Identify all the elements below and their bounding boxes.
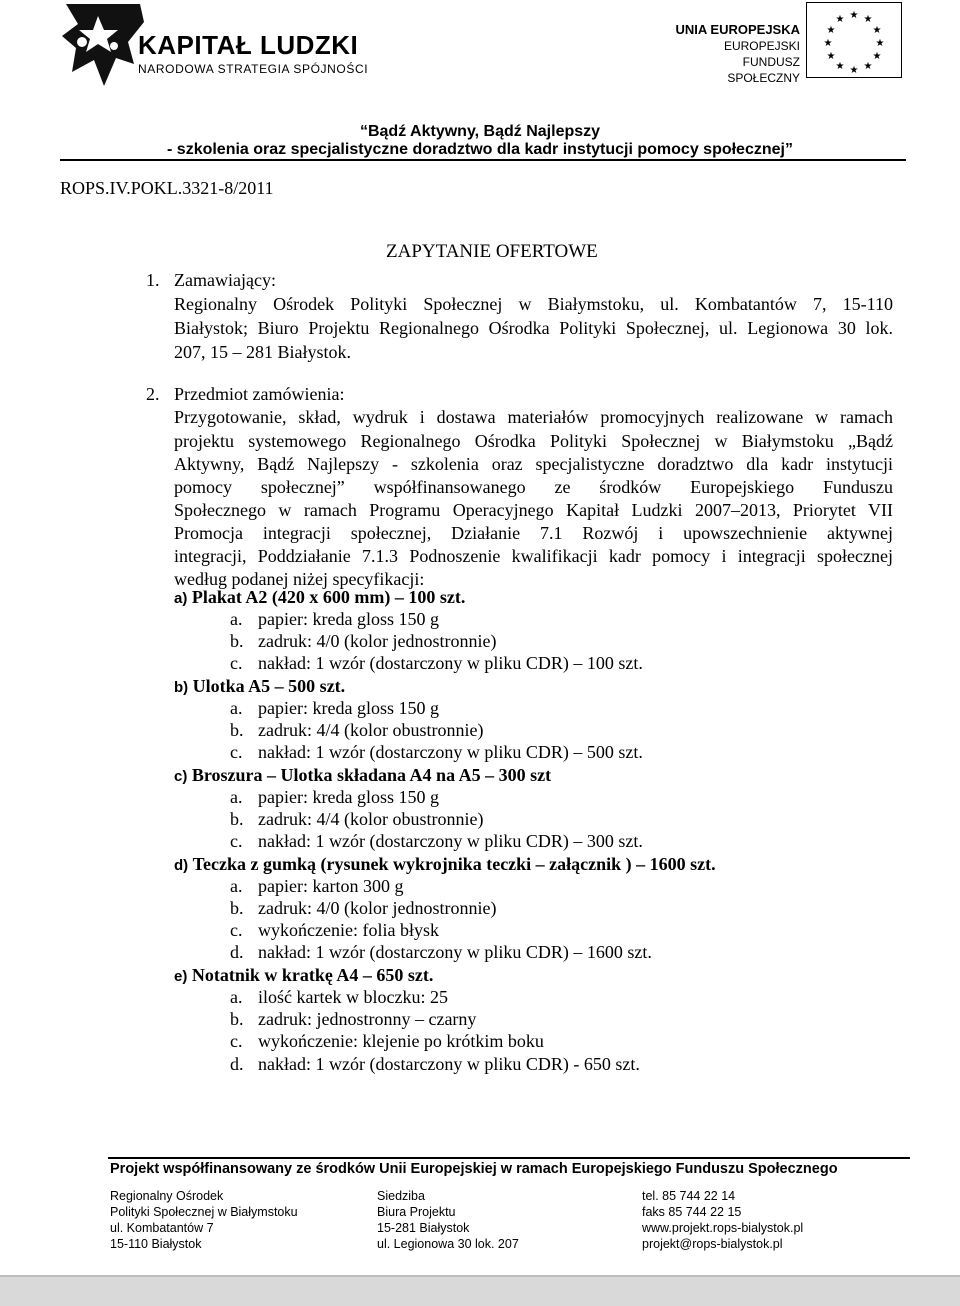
footer-col-line: ul. Kombatantów 7 xyxy=(110,1221,214,1235)
section2-line: pomocy społecznej” współfinansowanego ze środków Europejskiego Funduszu xyxy=(174,477,893,497)
footer-col-contact xyxy=(642,1188,803,1252)
spec-line xyxy=(230,696,439,720)
footer-col-office xyxy=(377,1188,519,1252)
spec-line-number: b. xyxy=(230,809,244,829)
spec-line xyxy=(230,918,439,942)
section2-heading xyxy=(146,382,344,406)
eu-label-line2: EUROPEJSKI xyxy=(723,39,800,53)
spec-item-letter: e) xyxy=(174,968,188,985)
svg-text:★: ★ xyxy=(875,38,885,49)
spec-line-number: c. xyxy=(230,653,243,673)
spec-line xyxy=(230,1029,544,1053)
svg-text:★: ★ xyxy=(835,14,845,25)
reference-number: ROPS.IV.POKL.3321-8/2011 xyxy=(60,178,274,198)
spec-line-number: a. xyxy=(230,876,243,896)
footer-col-line: 15-110 Białystok xyxy=(110,1237,202,1251)
section2-line: Społecznego w ramach Programu Operacyjnego Kapitał Ludzki 2007–2013, Priorytet VII xyxy=(174,500,893,520)
spec-item-letter: b) xyxy=(174,679,189,696)
footer-col-line: ul. Legionowa 30 lok. 207 xyxy=(377,1237,519,1251)
footer-band xyxy=(0,1275,960,1306)
spec-line-number: d. xyxy=(230,1054,244,1074)
kapital-ludzki-logo-icon xyxy=(58,2,148,90)
spec-item-title-text: Plakat A2 (420 x 600 mm) – 100 szt. xyxy=(191,587,466,607)
section2-line: Promocja integracji społecznej, Działanie 7.1 Rozwój i upowszechnienie aktywnej xyxy=(174,523,893,543)
spec-line-text: nakład: 1 wzór (dostarczony w pliku CDR) - 650 szt. xyxy=(258,1054,640,1074)
project-title-line1: “Bądź Aktywny, Bądź Najlepszy xyxy=(359,123,601,140)
project-title-line2: - szkolenia oraz specjalistyczne doradztwo dla kadr instytucji pomocy społecznej” xyxy=(167,141,793,158)
spec-line-text: nakład: 1 wzór (dostarczony w pliku CDR) – 1600 szt. xyxy=(258,942,652,962)
spec-item-title-text: Teczka z gumką (rysunek wykrojnika teczki – załącznik ) – 1600 szt. xyxy=(192,854,716,874)
footer-fax: faks 85 744 22 15 xyxy=(642,1205,742,1219)
svg-text:★: ★ xyxy=(849,10,859,21)
spec-line-number: c. xyxy=(230,831,243,851)
spec-item-letter: c) xyxy=(174,768,188,785)
section2-line: integracji, Poddziałanie 7.1.3 Podnoszenie kwalifikacji kadr pomocy i integracji społecznej xyxy=(174,546,893,566)
svg-text:★: ★ xyxy=(872,25,882,36)
footer-website-link[interactable]: www.projekt.rops-bialystok.pl xyxy=(642,1221,804,1235)
spec-line xyxy=(230,940,652,964)
footer-col-line: Siedziba xyxy=(377,1189,425,1203)
spec-line xyxy=(230,985,448,1009)
section1-line: 207, 15 – 281 Białystok. xyxy=(174,342,352,362)
spec-line-number: b. xyxy=(230,898,244,918)
spec-item-title xyxy=(174,674,345,698)
eu-label-line3: FUNDUSZ SPOŁECZNY xyxy=(727,55,800,85)
svg-text:★: ★ xyxy=(826,25,836,36)
header-divider xyxy=(60,159,906,161)
spec-line-text: papier: karton 300 g xyxy=(258,876,404,896)
eu-label-line1: UNIA EUROPEJSKA xyxy=(675,22,800,37)
spec-line-number: a. xyxy=(230,698,243,718)
svg-text:★: ★ xyxy=(872,51,882,62)
section2-heading-text: Przedmiot zamówienia: xyxy=(174,384,345,404)
spec-line xyxy=(230,1007,476,1031)
spec-line xyxy=(230,607,439,631)
footer-col-line: 15-281 Białystok xyxy=(377,1221,470,1235)
spec-line-text: nakład: 1 wzór (dostarczony w pliku CDR) – 300 szt. xyxy=(258,831,643,851)
section1-number: 1. xyxy=(146,270,160,290)
svg-text:★: ★ xyxy=(863,14,873,25)
spec-line xyxy=(230,896,496,920)
spec-line-text: ilość kartek w bloczku: 25 xyxy=(258,987,448,1007)
spec-line-number: d. xyxy=(230,942,244,962)
spec-line-number: a. xyxy=(230,787,243,807)
document-title: ZAPYTANIE OFERTOWE xyxy=(386,241,598,262)
footer-email-link[interactable]: projekt@rops-bialystok.pl xyxy=(642,1237,783,1251)
spec-line-number: b. xyxy=(230,1009,244,1029)
eu-flag-icon xyxy=(806,2,902,78)
kapital-ludzki-title: KAPITAŁ LUDZKI xyxy=(138,30,359,60)
spec-line-text: zadruk: 4/0 (kolor jednostronnie) xyxy=(258,898,497,918)
eu-label xyxy=(670,22,800,86)
section2-line: Przygotowanie, skład, wydruk i dostawa materiałów promocyjnych realizowane w ramach xyxy=(174,407,893,427)
spec-line-number: b. xyxy=(230,720,244,740)
footer-col-line: Biura Projektu xyxy=(377,1205,456,1219)
spec-line-text: nakład: 1 wzór (dostarczony w pliku CDR) – 100 szt. xyxy=(258,653,643,673)
svg-text:★: ★ xyxy=(823,38,833,49)
section2-line: według podanej niżej specyfikacji: xyxy=(174,569,425,589)
spec-item-title xyxy=(174,963,433,987)
section1-heading xyxy=(146,268,276,292)
spec-item-title xyxy=(174,852,716,876)
kapital-ludzki-subtitle: NARODOWA STRATEGIA SPÓJNOŚCI xyxy=(138,62,369,76)
footer-phone: tel. 85 744 22 14 xyxy=(642,1189,736,1203)
spec-line xyxy=(230,629,496,653)
spec-line-number: b. xyxy=(230,631,244,651)
spec-line-text: zadruk: 4/4 (kolor obustronnie) xyxy=(258,720,484,740)
spec-line xyxy=(230,740,643,764)
svg-text:★: ★ xyxy=(835,61,845,72)
spec-line-number: c. xyxy=(230,742,243,762)
spec-item-letter: a) xyxy=(174,590,188,607)
spec-line-text: zadruk: 4/0 (kolor jednostronnie) xyxy=(258,631,497,651)
spec-line xyxy=(230,718,483,742)
section2-number: 2. xyxy=(146,384,160,404)
section1-line: Białystok; Biuro Projektu Regionalnego Ośrodka Polityki Społecznej, ul. Legionowa 30 lok. xyxy=(174,318,893,338)
spec-item-letter: d) xyxy=(174,857,189,874)
spec-line-number: a. xyxy=(230,609,243,629)
spec-line-number: a. xyxy=(230,987,243,1007)
footer-col-line: Polityki Społecznej w Białymstoku xyxy=(110,1205,298,1219)
spec-line-text: zadruk: 4/4 (kolor obustronnie) xyxy=(258,809,484,829)
section2-line: projektu systemowego Regionalnego Ośrodka Polityki Społecznej w Białymstoku „Bądź xyxy=(174,431,893,451)
svg-text:★: ★ xyxy=(849,65,859,76)
footer-divider xyxy=(108,1157,910,1159)
spec-line-text: papier: kreda gloss 150 g xyxy=(258,609,439,629)
spec-line-text: papier: kreda gloss 150 g xyxy=(258,787,439,807)
spec-item-title-text: Broszura – Ulotka składana A4 na A5 – 300 szt xyxy=(191,765,552,785)
footer-col-line: Regionalny Ośrodek xyxy=(110,1189,224,1203)
spec-line xyxy=(230,1052,640,1076)
spec-item-title-text: Ulotka A5 – 500 szt. xyxy=(192,676,346,696)
spec-line-number: c. xyxy=(230,920,243,940)
section1-line: Regionalny Ośrodek Polityki Społecznej w Białymstoku, ul. Kombatantów 7, 15-110 xyxy=(174,294,893,314)
svg-text:★: ★ xyxy=(863,61,873,72)
section1-heading-text: Zamawiający: xyxy=(174,270,276,290)
spec-line xyxy=(230,785,439,809)
spec-line-text: zadruk: jednostronny – czarny xyxy=(258,1009,477,1029)
spec-line-number: c. xyxy=(230,1031,243,1051)
spec-item-title-text: Notatnik w kratkę A4 – 650 szt. xyxy=(191,965,434,985)
spec-line-text: nakład: 1 wzór (dostarczony w pliku CDR) – 500 szt. xyxy=(258,742,643,762)
spec-line-text: wykończenie: folia błysk xyxy=(258,920,439,940)
spec-line xyxy=(230,807,483,831)
spec-line xyxy=(230,874,403,898)
section2-line: Aktywny, Bądź Najlepszy - szkolenia oraz specjalistyczne doradztwo dla kadr instytucji xyxy=(174,454,893,474)
spec-item-title xyxy=(174,763,551,787)
svg-text:★: ★ xyxy=(826,51,836,62)
spec-item-title xyxy=(174,585,465,609)
spec-line-text: papier: kreda gloss 150 g xyxy=(258,698,439,718)
footer-col-rops xyxy=(110,1188,298,1252)
spec-line-text: wykończenie: klejenie po krótkim boku xyxy=(258,1031,544,1051)
spec-line xyxy=(230,651,643,675)
footer-heading: Projekt współfinansowany ze środków Unii Europejskiej w ramach Europejskiego Funduszu Społecznego xyxy=(110,1161,838,1177)
spec-line xyxy=(230,829,643,853)
